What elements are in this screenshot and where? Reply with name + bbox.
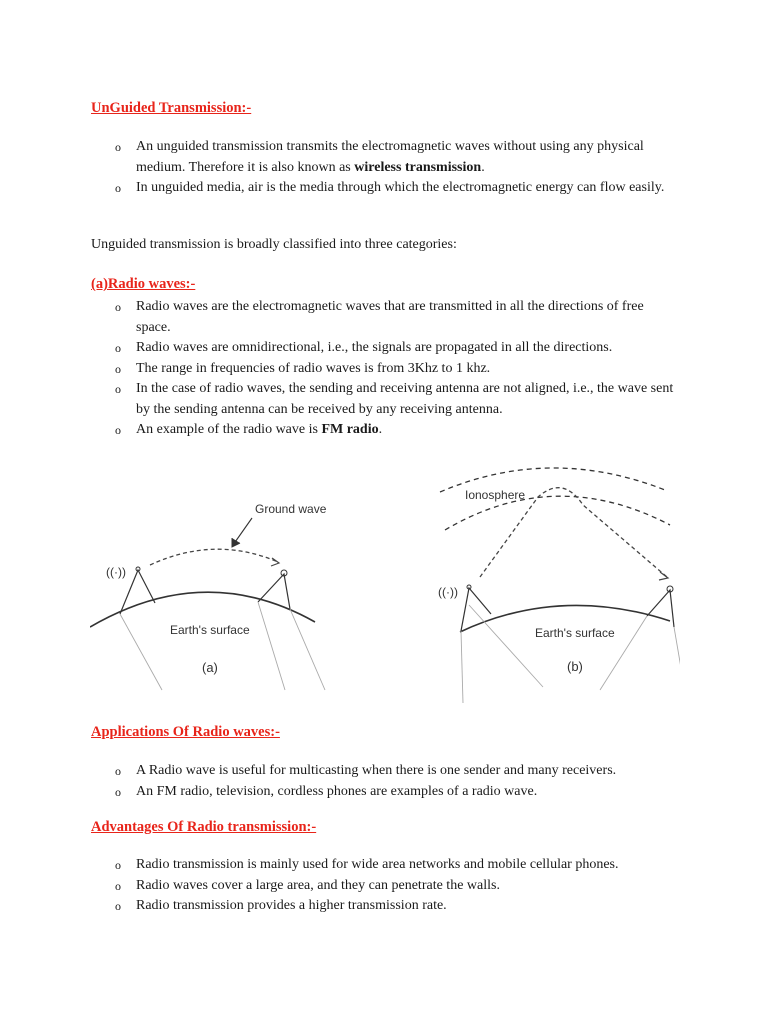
bold-term: FM radio: [321, 422, 379, 437]
list-item: o A Radio wave is useful for multicasting when there is one sender and many receivers.: [115, 761, 675, 782]
earth-radial-lines: [461, 605, 680, 703]
list-item: o Radio waves are the electromagnetic waves that are transmitted in all the directions of free space.: [115, 299, 644, 335]
figure-ground-wave: [90, 490, 330, 695]
bullet-marker: o: [115, 181, 121, 195]
ground-wave-arrowhead: [271, 558, 279, 566]
heading-advantages: Advantages Of Radio transmission:-: [91, 819, 317, 835]
earth-surface-curve: [90, 592, 315, 627]
list-item: o Radio waves are omnidirectional, i.e., the signals are propagated in all the directions.: [115, 338, 675, 359]
list-item: o In the case of radio waves, the sending and receiving antenna are not aligned, i.e., the wave sent by the sending antenna can be received by any receiving antenna.: [115, 381, 674, 417]
applications-bullet-list: [115, 761, 675, 802]
list-item: o An unguided transmission transmits the electromagnetic waves without using any physical medium. Therefore it is also known as wireless transmission.: [115, 139, 644, 175]
earth-surface-label: Earth's surface: [535, 626, 615, 640]
figure-b-caption: (b): [567, 659, 583, 674]
list-item: o An example of the radio wave is FM radio.: [115, 420, 675, 441]
list-item: o The range in frequencies of radio waves is from 3Khz to 1 khz.: [115, 359, 675, 380]
bullet-marker: o: [115, 878, 121, 893]
signal-icon: ((·)): [438, 585, 458, 599]
bullet-marker: o: [115, 899, 121, 913]
list-item: o An FM radio, television, cordless phones are examples of a radio wave.: [115, 782, 675, 803]
bullet-marker: o: [115, 361, 121, 376]
signal-icon: ((·)): [106, 565, 126, 579]
ground-wave-label: Ground wave: [255, 502, 327, 516]
earth-radial-lines: [120, 602, 325, 690]
unguided-bullet-list: [115, 137, 675, 199]
earth-surface-label: Earth's surface: [170, 623, 250, 637]
classification-paragraph: Unguided transmission is broadly classified into three categories:: [91, 237, 457, 252]
list-item: o Radio transmission provides a higher transmission rate.: [115, 896, 675, 917]
list-item: o Radio waves cover a large area, and they can penetrate the walls.: [115, 876, 675, 897]
heading-radio-waves: (a)Radio waves:-: [91, 276, 196, 292]
heading-applications: Applications Of Radio waves:-: [91, 724, 280, 740]
bullet-marker: o: [115, 858, 121, 872]
bullet-marker: o: [115, 140, 121, 154]
bullet-marker: o: [115, 382, 121, 396]
bullet-marker: o: [115, 423, 121, 437]
ionosphere-label: Ionosphere: [465, 488, 526, 502]
bullet-marker: o: [115, 764, 121, 778]
label-pointer-arrowhead: [232, 538, 240, 547]
heading-unguided-transmission: UnGuided Transmission:-: [91, 100, 252, 116]
figure-sky-wave: [425, 455, 680, 705]
bullet-marker: o: [115, 784, 121, 799]
bold-term: wireless transmission: [354, 159, 482, 175]
ground-wave-path: [150, 549, 278, 565]
bullet-marker: o: [115, 341, 121, 355]
advantages-bullet-list: [115, 855, 675, 917]
figure-a-caption: (a): [202, 660, 218, 675]
list-item: o Radio transmission is mainly used for wide area networks and mobile cellular phones.: [115, 855, 675, 876]
radio-bullet-list: [115, 297, 675, 441]
bullet-marker: o: [115, 300, 121, 314]
list-item: o In unguided media, air is the media through which the electromagnetic energy can flow easily.: [115, 178, 675, 199]
